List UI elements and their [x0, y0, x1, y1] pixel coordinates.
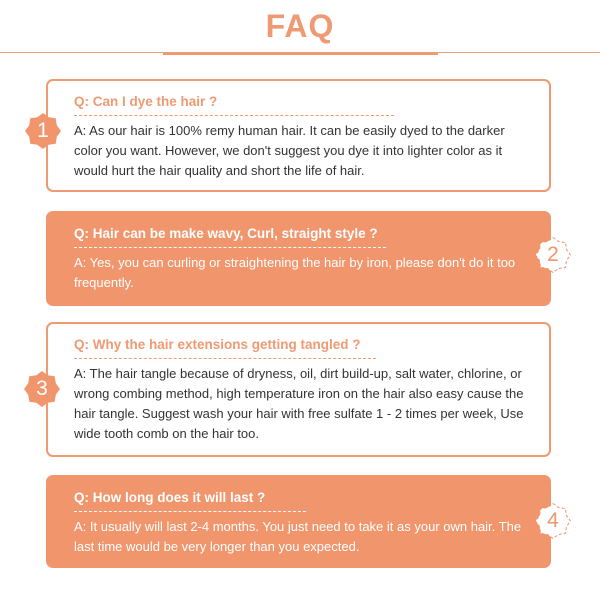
title-underline [163, 52, 438, 55]
faq-divider [74, 511, 306, 512]
faq-number: 3 [36, 377, 48, 400]
faq-question: Q: Can I dye the hair ? [74, 94, 218, 109]
faq-question: Q: How long does it will last ? [74, 490, 266, 505]
faq-divider [74, 115, 394, 116]
faq-number: 2 [547, 243, 559, 266]
faq-card-2 [46, 211, 551, 306]
faq-number-badge-4 [534, 502, 572, 540]
faq-divider [74, 247, 386, 248]
faq-number: 4 [547, 509, 559, 532]
faq-number: 1 [37, 119, 49, 142]
faq-divider [74, 358, 376, 359]
faq-question: Q: Why the hair extensions getting tangled ? [74, 337, 361, 352]
faq-card-1 [46, 79, 551, 192]
faq-answer: A: Yes, you can curling or straightening the hair by iron, please don't do it too frequently. [74, 255, 516, 290]
faq-number-badge-3 [23, 370, 61, 408]
faq-question: Q: Hair can be make wavy, Curl, straight style ? [74, 226, 378, 241]
page-title: FAQ [265, 8, 335, 44]
faq-card-4 [46, 475, 551, 568]
faq-answer: A: The hair tangle because of dryness, oil, dirt build-up, salt water, chlorine, or wrong combing method, high temperature iron on the hair also easy cause the hair tangle. Suggest wash your hair with free sulfate 1 - 2 times per week, Use wide tooth comb on the hair too. [74, 366, 524, 441]
faq-number-badge-2 [534, 236, 572, 274]
faq-card-3 [46, 322, 551, 457]
faq-answer: A: It usually will last 2-4 months. You just need to take it as your own hair. The last time would be very longer than you expected. [74, 519, 522, 554]
faq-answer: A: As our hair is 100% remy human hair. It can be easily dyed to the darker color you want. However, we don't suggest you dye it into lighter color as it would hurt the hair quality and short the life of hair. [74, 123, 505, 178]
faq-number-badge-1 [24, 112, 62, 150]
